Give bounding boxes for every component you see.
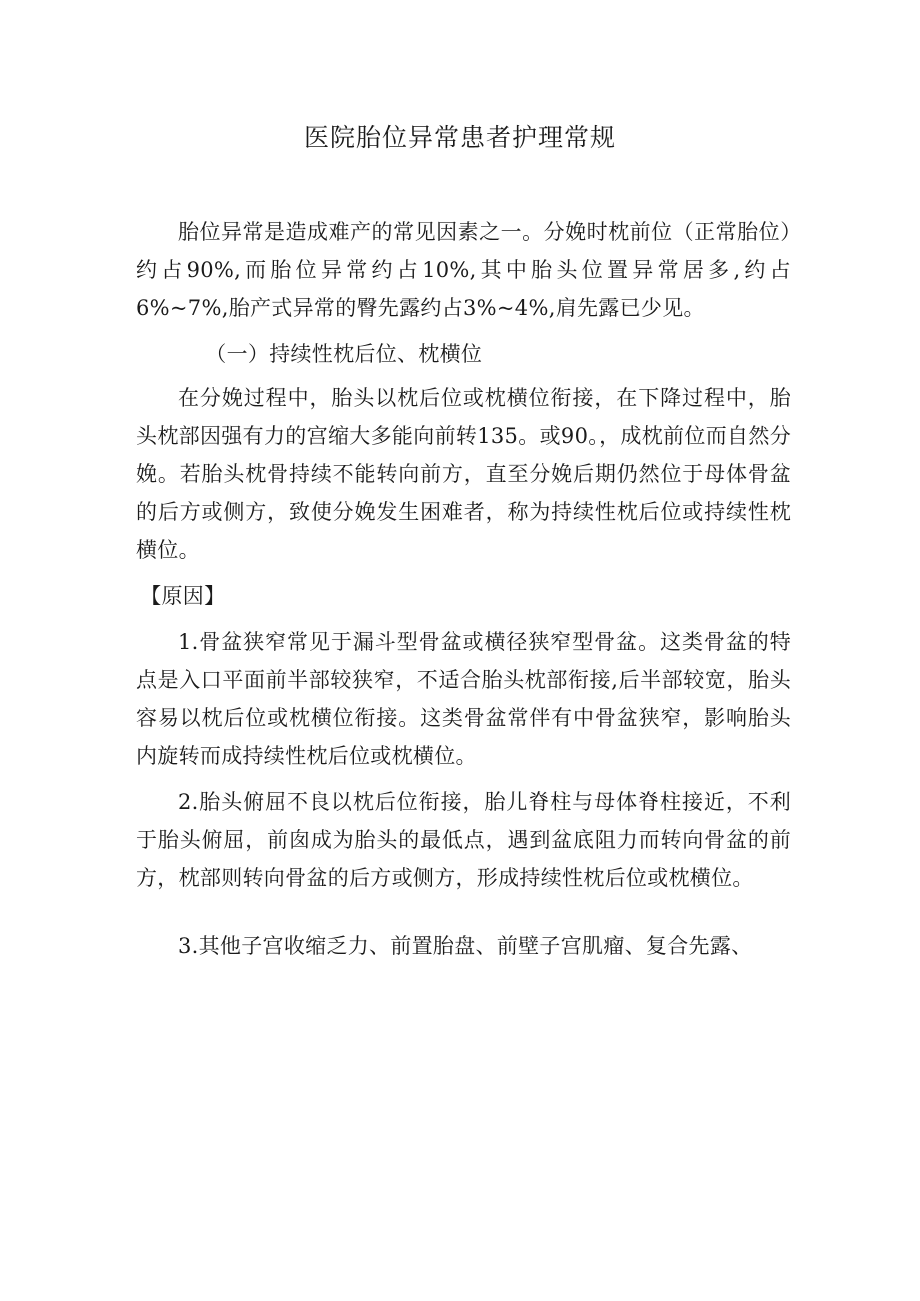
cause-item-3: 3.其他子宫收缩乏力、前置胎盘、前壁子宫肌瘤、复合先露、 xyxy=(178,934,753,958)
cause-item-2: 2.胎头俯屈不良以枕后位衔接，胎儿脊柱与母体脊柱接近，不利于胎头俯屈，前囱成为胎头的最低点，遇到盆底阻力而转向骨盆的前方，枕部则转向骨盆的后方或侧方，形成持续性枕后位或枕横位。 xyxy=(136,790,791,890)
intro-paragraph: 胎位异常是造成难产的常见因素之一。分娩时枕前位（正常胎位）约占90%,而胎位异常约占10%,其中胎头位置异常居多,约占6%~7%,胎产式异常的臀先露约占3%~4%,肩先露已少见。 xyxy=(136,220,791,320)
cause-item-1: 1.骨盆狭窄常见于漏斗型骨盆或横径狭窄型骨盆。这类骨盆的特点是入口平面前半部较狭窄，不适合胎头枕部衔接,后半部较宽，胎头容易以枕后位或枕横位衔接。这类骨盆常伴有中骨盆狭窄，影响胎头内旋转而成持续性枕后位或枕横位。 xyxy=(136,630,791,768)
section-heading: （一）持续性枕后位、枕横位 xyxy=(205,342,483,366)
document-body xyxy=(136,213,791,973)
document-title: 医院胎位异常患者护理常规 xyxy=(303,123,616,152)
description-paragraph: 在分娩过程中，胎头以枕后位或枕横位衔接，在下降过程中，胎头枕部因强有力的宫缩大多能向前转135。或90。，成枕前位而自然分娩。若胎头枕骨持续不能转向前方，直至分娩后期仍然位于母体骨盆的后方或侧方，致使分娩发生困难者，称为持续性枕后位或持续性枕横位。 xyxy=(136,386,791,562)
cause-heading: 【原因】 xyxy=(140,584,226,608)
